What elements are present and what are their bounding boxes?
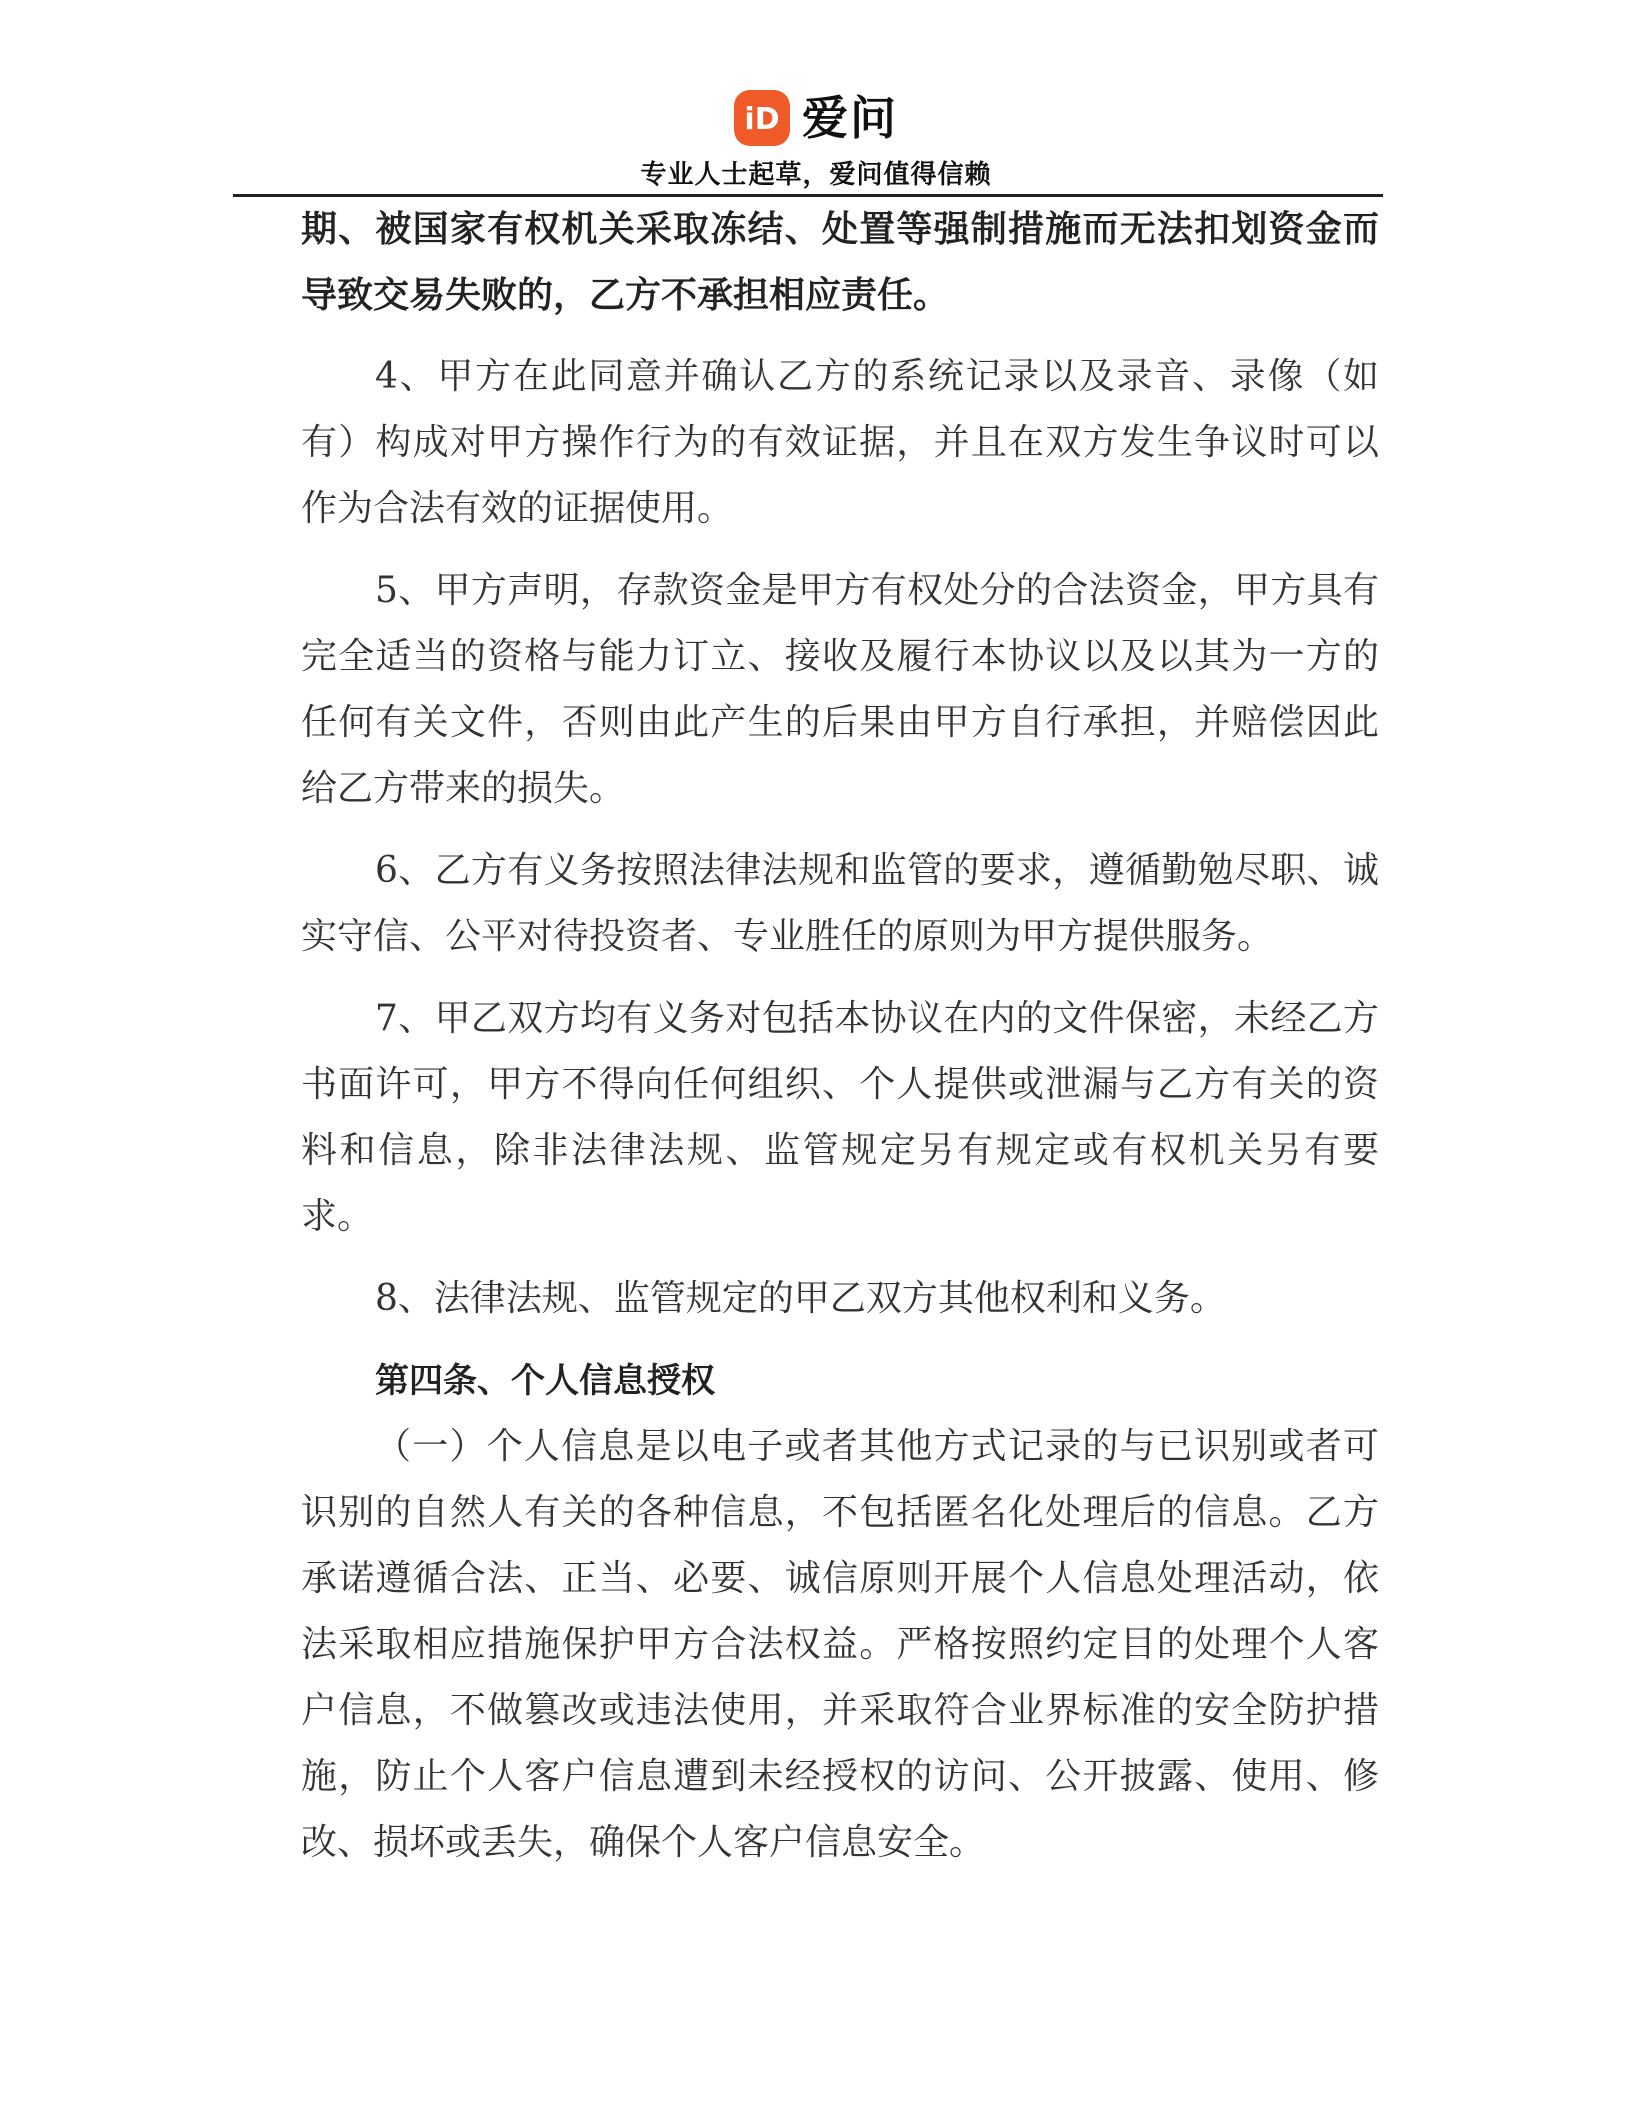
brand-name: 爱问 [802, 91, 898, 145]
document-body [301, 196, 1379, 1892]
section-paragraph-1: （一）个人信息是以电子或者其他方式记录的与已识别或者可识别的自然人有关的各种信息，不包括匿名化处理后的信息。乙方承诺遵循合法、正当、必要、诚信原则开展个人信息处理活动，依法采取相应措施保护甲方合法权益。严格按照约定目的处理个人客户信息，不做篡改或违法使用，并采取符合业界标准的安全防护措施，防止个人客户信息遭到未经授权的访问、公开披露、使用、修改、损坏或丢失，确保个人客户信息安全。 [301, 1426, 1379, 1863]
clause-5: 5、甲方声明，存款资金是甲方有权处分的合法资金，甲方具有完全适当的资格与能力订立、接收及履行本协议以及以其为一方的任何有关文件，否则由此产生的后果由甲方自行承担，并赔偿因此给乙方带来的损失。 [301, 570, 1379, 809]
logo-letters: iD [744, 102, 780, 137]
clause-7: 7、甲乙双方均有义务对包括本协议在内的文件保密，未经乙方书面许可，甲方不得向任何组织、个人提供或泄漏与乙方有关的资料和信息，除非法律法规、监管规定另有规定或有权机关另有要求。 [301, 998, 1379, 1237]
continuation-paragraph: 期、被国家有权机关采取冻结、处置等强制措施而无法扣划资金而导致交易失败的，乙方不承担相应责任。 [301, 208, 1379, 316]
clause-6: 6、乙方有义务按照法律法规和监管的要求，遵循勤勉尽职、诚实守信、公平对待投资者、专业胜任的原则为甲方提供服务。 [301, 850, 1379, 957]
clause-8: 8、法律法规、监管规定的甲乙双方其他权利和义务。 [375, 1278, 1226, 1319]
section-heading: 第四条、个人信息授权 [375, 1361, 715, 1401]
aiwen-logo-icon [734, 90, 790, 146]
clause-4: 4、甲方在此同意并确认乙方的系统记录以及录音、录像（如有）构成对甲方操作行为的有效证据，并且在双方发生争议时可以作为合法有效的证据使用。 [301, 356, 1379, 529]
page-header [0, 88, 1632, 194]
brand-tagline: 专业人士起草，爱问值得信赖 [640, 160, 992, 190]
brand-row [0, 88, 1632, 148]
